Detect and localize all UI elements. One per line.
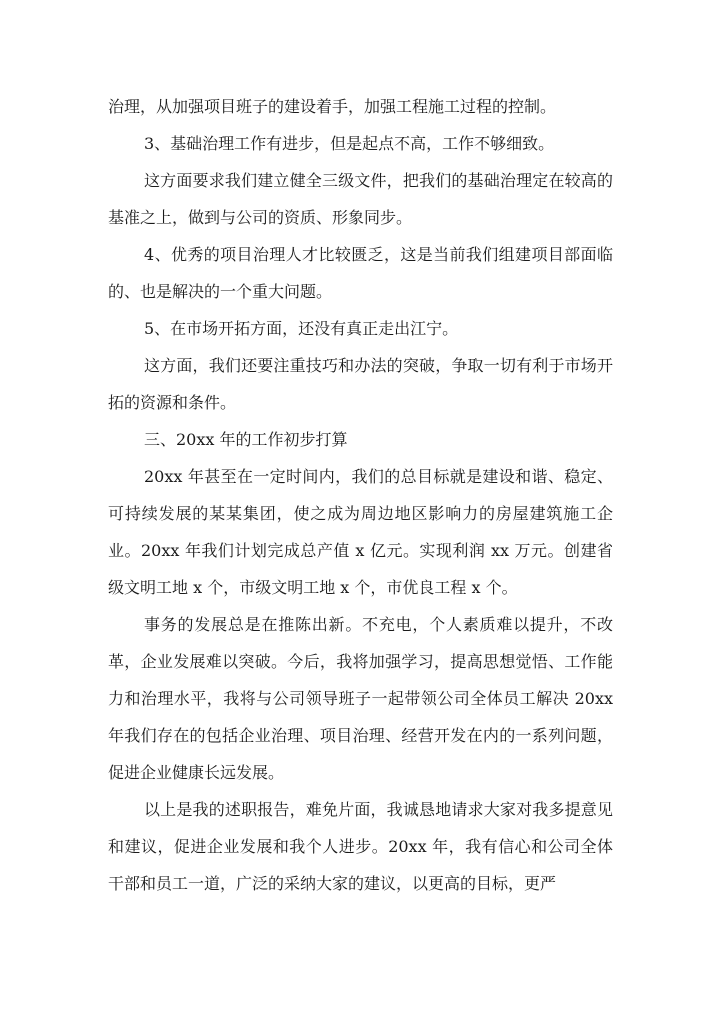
paragraph-8: 20xx 年甚至在一定时间内，我们的总目标就是建设和谐、稳定、可持续发展的某某集团，使之成为周边地区影响力的房屋建筑施工企业。20xx 年我们计划完成总产值 x 亿元。实现利润 xx 万元。创建省级文明工地 x 个，市级文明工地 x 个，市优良工程 x 个。 <box>108 467 613 597</box>
paragraph-3: 这方面要求我们建立健全三级文件，把我们的基础治理定在较高的基准之上，做到与公司的资质、形象同步。 <box>108 171 613 227</box>
paragraph-1: 治理，从加强项目班子的建设着手，加强工程施工过程的控制。 <box>108 97 557 116</box>
paragraph-4: 4、优秀的项目治理人才比较匮乏，这是当前我们组建项目部面临的、也是解决的一个重大问题。 <box>108 245 613 301</box>
document-body <box>108 88 613 902</box>
paragraph-2: 3、基础治理工作有进步，但是起点不高，工作不够细致。 <box>144 134 555 153</box>
paragraph-10: 以上是我的述职报告，难免片面，我诚恳地请求大家对我多提意见和建议，促进企业发展和我个人进步。20xx 年，我有信心和公司全体干部和员工一道，广泛的采纳大家的建议，以更高的目标，更严 <box>108 800 613 893</box>
paragraph-6: 这方面，我们还要注重技巧和办法的突破，争取一切有利于市场开拓的资源和条件。 <box>108 356 613 412</box>
paragraph-9: 事务的发展总是在推陈出新。不充电，个人素质难以提升，不改革，企业发展难以突破。今后，我将加强学习，提高思想觉悟、工作能力和治理水平，我将与公司领导班子一起带领公司全体员工解决 20xx 年我们存在的包括企业治理、项目治理、经营开发在内的一系列问题，促进企业健康长远发展。 <box>108 615 613 782</box>
section-heading: 三、20xx 年的工作初步打算 <box>144 430 348 449</box>
paragraph-5: 5、在市场开拓方面，还没有真正走出江宁。 <box>144 319 459 338</box>
